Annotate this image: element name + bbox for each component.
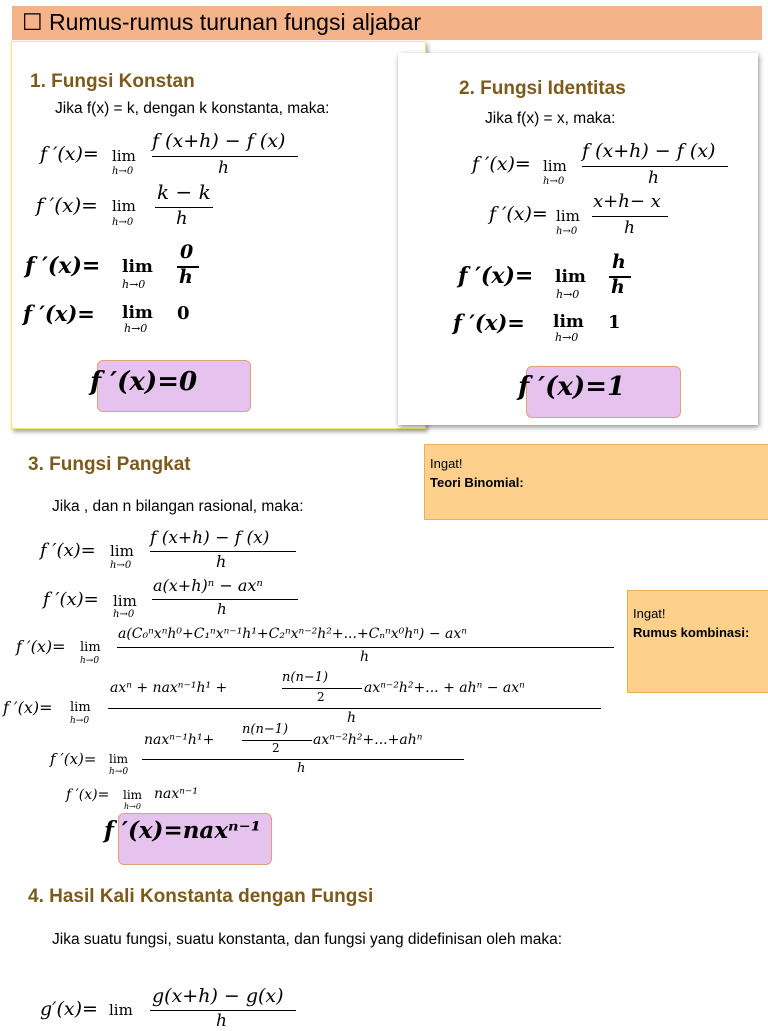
- s2-r1-den: h: [648, 168, 659, 188]
- s3-r3-lim: lim: [80, 640, 101, 655]
- s3-r4-num-b: axⁿ⁻²h²+... + ahⁿ − axⁿ: [364, 680, 525, 696]
- s3-r4-num-a: axⁿ + naxⁿ⁻¹h¹ +: [110, 680, 228, 696]
- s2-r1-sub: h→0: [543, 176, 565, 187]
- s2-r2-num: x+h− x: [593, 191, 661, 212]
- s3-r4-den: h: [347, 710, 357, 726]
- note-kombinasi-line2: Rumus kombinasi:: [633, 625, 750, 640]
- s3-r5-lhs: f ′(x)=: [50, 750, 97, 768]
- s3-r4-sub: h→0: [70, 716, 90, 726]
- s3-r2-num: a(x+h)ⁿ − axⁿ: [153, 576, 263, 595]
- s4-r1-lhs: g′(x)=: [40, 998, 98, 1020]
- s3-r3-bar: [117, 647, 614, 648]
- s3-r5-den: h: [297, 761, 306, 776]
- s1-r1-den: h: [218, 158, 229, 178]
- s3-r4-lim: lim: [70, 700, 91, 715]
- s2-r2-lhs: f ′(x)=: [489, 203, 548, 225]
- s3-r5-bar: [142, 759, 464, 760]
- s3-r5-num-a: naxⁿ⁻¹h¹+: [144, 732, 215, 748]
- s3-r5-frac-den: 2: [272, 741, 280, 755]
- note-binomial-line1: Ingat!: [430, 456, 463, 471]
- s1-r3-num: 0: [180, 241, 194, 263]
- s1-r2-lim: lim: [112, 197, 136, 215]
- s1-r4-lim: lim: [122, 303, 153, 323]
- s3-r1-den: h: [216, 552, 227, 571]
- s2-r3-lim: lim: [555, 267, 586, 287]
- intro-fungsi-konstan: Jika f(x) = k, dengan k konstanta, maka:: [55, 100, 330, 117]
- s3-r3-sub: h→0: [80, 656, 100, 666]
- s1-r4-lhs: f ′(x)=: [23, 301, 95, 326]
- s2-r4-sub: h→0: [555, 331, 579, 344]
- result-identitas: f ′(x)=1: [518, 372, 626, 402]
- s2-r1-bar: [582, 166, 728, 167]
- s2-r2-den: h: [624, 218, 635, 238]
- s1-r3-lhs: f ′(x)=: [25, 253, 101, 279]
- s3-r1-lhs: f ′(x)=: [40, 540, 96, 561]
- s3-r3-lhs: f ′(x)=: [16, 637, 66, 656]
- heading-fungsi-konstan: 1. Fungsi Konstan: [30, 71, 195, 92]
- s1-r2-sub: h→0: [112, 217, 134, 228]
- s2-r3-sub: h→0: [556, 288, 580, 301]
- s3-r6-val: naxⁿ⁻¹: [154, 786, 198, 802]
- s2-r1-num: f (x+h) − f (x): [582, 140, 716, 162]
- s1-r2-den: h: [176, 208, 188, 229]
- s3-r2-sub: h→0: [113, 609, 135, 620]
- s1-r3-den: h: [179, 266, 193, 288]
- page-title: ☐ Rumus-rumus turunan fungsi aljabar: [22, 9, 422, 35]
- s2-r4-lhs: f ′(x)=: [453, 310, 525, 335]
- s2-r3-den: h: [611, 276, 625, 298]
- s3-r3-num: a(C₀ⁿxⁿh⁰+C₁ⁿxⁿ⁻¹h¹+C₂ⁿxⁿ⁻²h²+...+Cₙⁿx⁰hⁿ) − axⁿ: [118, 626, 467, 642]
- s1-r1-lhs: f ′(x)=: [40, 143, 99, 165]
- s4-r1-num: g(x+h) − g(x): [152, 985, 284, 1007]
- s3-r6-lim: lim: [123, 788, 143, 802]
- result-pangkat: f ′(x)=naxⁿ⁻¹: [104, 817, 261, 844]
- s2-r1-lim: lim: [543, 157, 567, 175]
- s1-r1-num: f (x+h) − f (x): [152, 130, 286, 152]
- s3-r4-frac-num: n(n−1): [282, 670, 329, 685]
- s1-r2-num: k − k: [157, 180, 211, 204]
- s3-r5-frac-num: n(n−1): [242, 722, 289, 737]
- s3-r5-num-b: axⁿ⁻²h²+...+ahⁿ: [313, 732, 423, 748]
- s1-r3-lim: lim: [122, 257, 153, 277]
- note-binomial-line2: Teori Binomial:: [430, 475, 524, 490]
- result-konstan: f ′(x)=0: [90, 367, 198, 397]
- s2-r2-lim: lim: [556, 207, 580, 225]
- s3-r1-lim: lim: [110, 542, 134, 560]
- s3-r4-lhs: f ′(x)=: [3, 698, 53, 717]
- s4-r1-den: h: [216, 1011, 227, 1031]
- s3-r4-frac-den: 2: [317, 690, 325, 704]
- intro-fungsi-pangkat: Jika , dan n bilangan rasional, maka:: [52, 498, 304, 515]
- s3-r3-den: h: [360, 649, 370, 665]
- s1-r1-bar: [152, 156, 298, 157]
- s3-r2-lim: lim: [113, 592, 137, 610]
- s2-r4-val: 1: [608, 312, 621, 333]
- s3-r4-frac-bar: [282, 688, 362, 689]
- s3-r5-sub: h→0: [109, 767, 129, 777]
- s3-r1-num: f (x+h) − f (x): [150, 528, 270, 548]
- s3-r4-bar: [108, 708, 601, 709]
- s2-r2-bar: [592, 216, 668, 217]
- intro-fungsi-identitas: Jika f(x) = x, maka:: [485, 110, 616, 127]
- s1-r4-sub: h→0: [124, 322, 148, 335]
- s2-r2-sub: h→0: [556, 226, 578, 237]
- s3-r2-den: h: [217, 600, 227, 618]
- s2-r3-num: h: [612, 251, 626, 273]
- s1-r1-lim: lim: [112, 147, 136, 165]
- s2-r1-lhs: f ′(x)=: [472, 153, 531, 175]
- s3-r2-lhs: f ′(x)=: [43, 589, 99, 610]
- s1-r1-sub: h→0: [112, 166, 134, 177]
- s3-r6-sub: h→0: [124, 802, 141, 811]
- s2-r4-lim: lim: [553, 312, 584, 332]
- heading-fungsi-identitas: 2. Fungsi Identitas: [459, 78, 626, 99]
- heading-fungsi-pangkat: 3. Fungsi Pangkat: [28, 454, 191, 475]
- s1-r3-sub: h→0: [122, 278, 146, 291]
- note-kombinasi-line1: Ingat!: [633, 606, 666, 621]
- s1-r2-lhs: f ′(x)=: [36, 193, 98, 217]
- s3-r6-lhs: f ′(x)=: [66, 787, 110, 803]
- s3-r5-lim: lim: [109, 752, 129, 766]
- s1-r4-val: 0: [177, 303, 190, 324]
- s3-r1-sub: h→0: [110, 560, 132, 571]
- s2-r3-lhs: f ′(x)=: [458, 263, 534, 289]
- s4-r1-lim: lim: [109, 1001, 133, 1019]
- intro-hasil-kali: Jika suatu fungsi, suatu konstanta, dan fungsi yang didefinisan oleh maka:: [52, 931, 563, 948]
- heading-hasil-kali: 4. Hasil Kali Konstanta dengan Fungsi: [28, 886, 374, 907]
